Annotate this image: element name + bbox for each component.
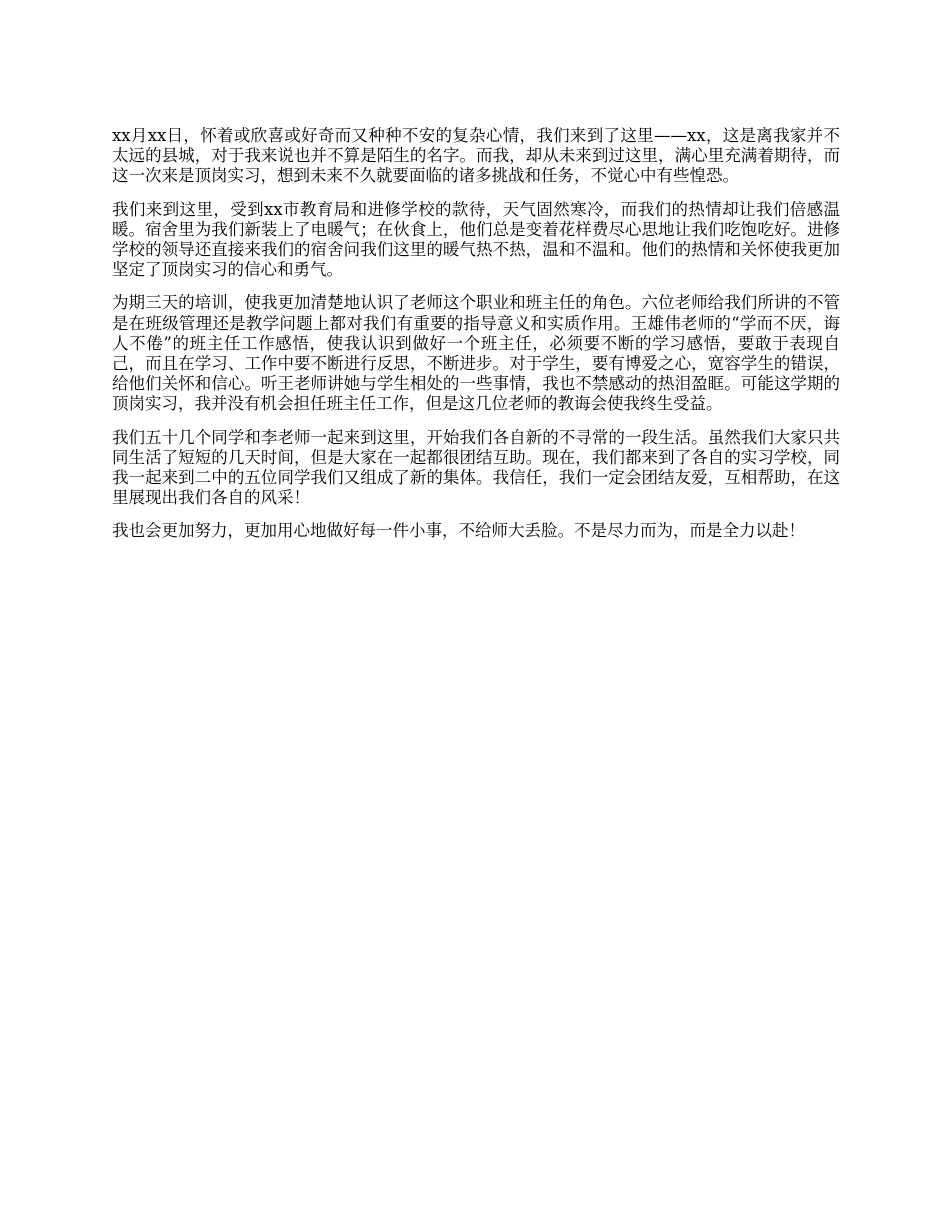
paragraph-training: 为期三天的培训，使我更加清楚地认识了老师这个职业和班主任的角色。六位老师给我们所讲的不管是在班级管理还是教学问题上都对我们有重要的指导意义和实质作用。王雄伟老师的“学而不厌，诲人不倦”的班主任工作感悟，使我认识到做好一个班主任，必须要不断的学习感悟，要敢于表现自己，而且在学习、工作中要不断进行反思，不断进步。对于学生，要有博爱之心，宽容学生的错误，给他们关怀和信心。听王老师讲她与学生相处的一些事情，我也不禁感动的热泪盈眶。可能这学期的顶岗实习，我并没有机会担任班主任工作，但是这几位老师的教诲会使我终生受益。 [112,293,840,414]
paragraph-resolution: 我也会更加努力，更加用心地做好每一件小事，不给师大丢脸。不是尽力而为，而是全力以赴！ [112,521,805,541]
document-page [112,126,840,555]
paragraph-welcome: 我们来到这里，受到xx市教育局和进修学校的款待，天气固然寒冷，而我们的热情却让我们倍感温暖。宿舍里为我们新装上了电暖气；在伙食上，他们总是变着花样费尽心思地让我们吃饱吃好。进修学校的领导还直接来我们的宿舍问我们这里的暖气热不热，温和不温和。他们的热情和关怀使我更加坚定了顶岗实习的信心和勇气。 [112,199,840,280]
paragraph-arrival: xx月xx日，怀着或欣喜或好奇而又种种不安的复杂心情，我们来到了这里——xx，这是离我家并不太远的县城，对于我来说也并不算是陌生的名字。而我，却从未来到过这里，满心里充满着期待，而这一次来是顶岗实习，想到未来不久就要面临的诸多挑战和任务，不觉心中有些惶恐。 [112,126,840,186]
paragraph-classmates: 我们五十几个同学和李老师一起来到这里，开始我们各自新的不寻常的一段生活。虽然我们大家只共同生活了短短的几天时间，但是大家在一起都很团结互助。现在，我们都来到了各自的实习学校，同我一起来到二中的五位同学我们又组成了新的集体。我信任，我们一定会团结友爱，互相帮助，在这里展现出我们各自的风采！ [112,427,840,508]
